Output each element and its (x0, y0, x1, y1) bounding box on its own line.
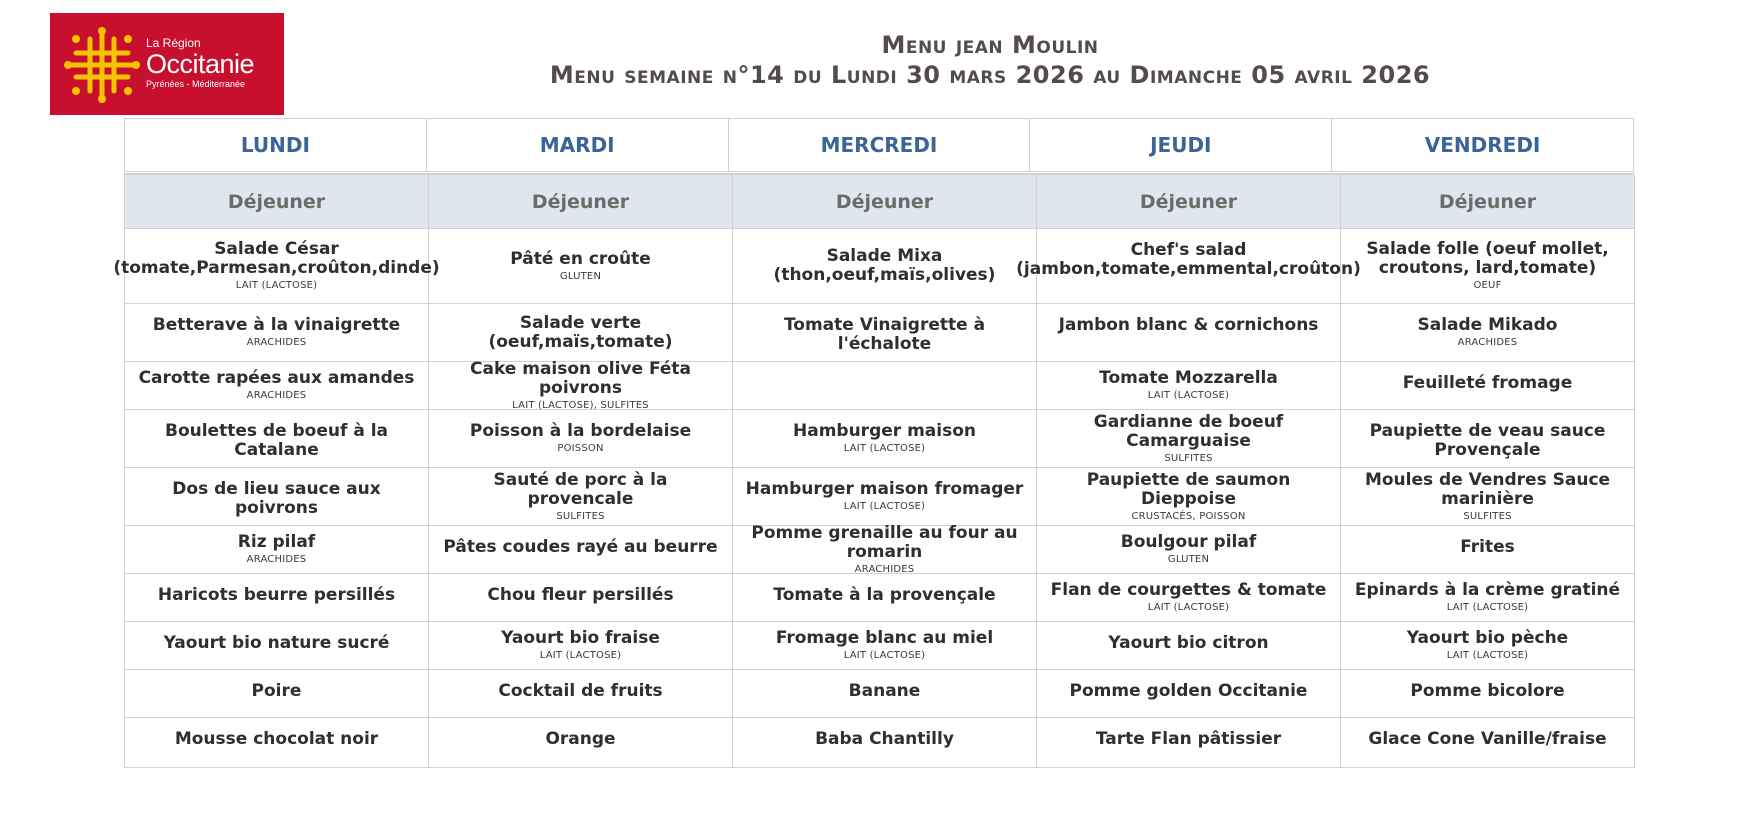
allergen-label: LAIT (LACTOSE) (1147, 602, 1230, 613)
dish-name: Riz pilaf (237, 532, 316, 552)
menu-cell (429, 622, 733, 670)
allergen-label: LAIT (LACTOSE) (843, 501, 926, 512)
allergen-label: LAIT (LACTOSE) (843, 650, 926, 661)
menu-cell (1341, 526, 1635, 574)
allergen-label: POISSON (557, 443, 604, 454)
menu-cell (1037, 410, 1341, 468)
dish-name: Flan de courgettes & tomate (1050, 580, 1327, 600)
menu-cell (1341, 622, 1635, 670)
dish-name: Salade César (tomate,Parmesan,croûton,dinde) (113, 239, 440, 278)
allergen-label: ARACHIDES (246, 390, 307, 401)
dish-name: Cocktail de fruits (498, 681, 663, 701)
dish-name: Cake maison olive Féta poivrons (470, 358, 691, 398)
dish-name: Sauté de porc à la provencale (493, 469, 668, 509)
menu-cell (1037, 622, 1341, 670)
dish-name: Haricots beurre persillés (157, 585, 396, 605)
dish-name: Tarte Flan pâtissier (1095, 729, 1282, 749)
menu-cell (733, 362, 1037, 410)
menu-cell (125, 410, 429, 468)
dish-name: Mousse chocolat noir (174, 729, 379, 749)
allergen-label: ARACHIDES (854, 563, 915, 575)
dish-name: Betterave à la vinaigrette (152, 315, 401, 335)
dish-name: Poisson à la bordelaise (469, 421, 692, 441)
menu-cell (125, 670, 429, 718)
dish-name: Orange (545, 729, 616, 749)
menu-cell (1341, 718, 1635, 768)
allergen-label: GLUTEN (559, 270, 602, 282)
dish-name: Boulettes de boeuf à la Catalane (164, 421, 389, 460)
menu-cell (1341, 362, 1635, 410)
dish-name: Yaourt bio pèche (1406, 628, 1569, 648)
allergen-label: GLUTEN (1167, 554, 1210, 565)
menu-cell (125, 622, 429, 670)
dish-name: Salade Mixa (thon,oeuf,maïs,olives) (773, 246, 996, 285)
dish-name: Chou fleur persillés (487, 585, 674, 605)
dish-name: Pomme golden Occitanie (1069, 681, 1308, 701)
menu-cell (429, 410, 733, 468)
day-header: MARDI (427, 119, 729, 171)
dish-name: Hamburger maison (793, 421, 976, 441)
dish-name: Salade verte (oeuf,maïs,tomate) (488, 312, 673, 352)
allergen-label: SULFITES (1164, 452, 1213, 464)
menu-cell (429, 670, 733, 718)
logo-line1: La Région (146, 36, 201, 50)
menu-cell (125, 362, 429, 410)
dish-name: Yaourt bio citron (1108, 633, 1269, 653)
day-header: MERCREDI (729, 119, 1031, 171)
dish-name: Fromage blanc au miel (775, 628, 994, 648)
dish-name: Paupiette de saumon Dieppoise (1086, 469, 1291, 509)
menu-cell (125, 718, 429, 768)
day-header: VENDREDI (1424, 133, 1541, 157)
menu-cell (1341, 670, 1635, 718)
menu-cell (429, 574, 733, 622)
menu-cell (125, 574, 429, 622)
dish-name: Frites (1460, 537, 1515, 557)
dish-name: Gardianne de boeuf Camarguaise (1093, 411, 1284, 451)
allergen-label: LAIT (LACTOSE), SULFITES (512, 399, 649, 411)
meal-header: Déjeuner (1341, 175, 1635, 229)
menu-cell (1037, 362, 1341, 410)
menu-cell (429, 229, 733, 304)
page-header (300, 30, 1680, 90)
menu-cell (1341, 574, 1635, 622)
allergen-label: LAIT (LACTOSE) (1446, 602, 1529, 613)
menu-cell (429, 468, 733, 526)
dish-name: Baba Chantilly (815, 729, 954, 749)
dish-name: Yaourt bio nature sucré (163, 633, 390, 653)
dish-name: Salade Mikado (1417, 315, 1558, 335)
meal-header: Déjeuner (429, 175, 733, 229)
dish-name: Salade folle (oeuf mollet, croutons, lard,tomate) (1366, 239, 1609, 278)
menu-cell (125, 468, 429, 526)
dish-name: Glace Cone Vanille/fraise (1368, 729, 1607, 749)
dish-name: Moules de Vendres Sauce marinière (1364, 469, 1611, 509)
allergen-label: ARACHIDES (1457, 337, 1518, 348)
menu-cell (733, 522, 1037, 575)
menu-cell (1341, 304, 1635, 362)
dish-name: Hamburger maison fromager (745, 479, 1024, 499)
menu-cell (1037, 526, 1341, 574)
dish-name: Paupiette de veau sauce Provençale (1369, 421, 1606, 460)
meal-header: Déjeuner (125, 175, 429, 229)
page-title: Menu jean Moulin (881, 31, 1099, 59)
menu-cell (1341, 410, 1635, 468)
day-header: JEUDI (1030, 119, 1332, 171)
allergen-label: LAIT (LACTOSE) (539, 650, 622, 661)
dish-name: Poire (251, 681, 302, 701)
menu-cell (733, 574, 1037, 622)
menu-cell (733, 304, 1037, 362)
dish-name: Yaourt bio fraise (501, 628, 660, 648)
menu-cell (1037, 304, 1341, 362)
dish-name: Dos de lieu sauce aux poivrons (172, 479, 381, 518)
menu-cell (1037, 574, 1341, 622)
region-logo (50, 13, 284, 115)
menu-cell (733, 229, 1037, 304)
dish-name: Pâté en croûte (510, 248, 651, 269)
menu-cell (1037, 468, 1341, 526)
meal-header: Déjeuner (1037, 175, 1341, 229)
menu-cell (429, 358, 733, 411)
allergen-label: LAIT (LACTOSE) (1446, 650, 1529, 661)
logo-line2: Occitanie (146, 49, 255, 79)
allergen-label: OEUF (1473, 280, 1502, 291)
menu-table (113, 173, 1634, 768)
dish-name: Chef's salad (jambon,tomate,emmental,croûton) (1016, 240, 1361, 279)
dish-name: Epinards à la crème gratiné (1354, 580, 1621, 600)
menu-cell (1341, 229, 1635, 304)
menu-cell (429, 526, 733, 574)
menu-cell (429, 718, 733, 768)
dish-name: Tomate Vinaigrette à l'échalote (783, 315, 986, 354)
allergen-label: LAIT (LACTOSE) (1147, 390, 1230, 401)
dish-name: Tomate Mozzarella (1099, 368, 1278, 388)
allergen-label: SULFITES (1463, 510, 1512, 522)
day-header-row (124, 118, 1634, 172)
day-header: LUNDI (125, 119, 427, 171)
allergen-label: LAIT (LACTOSE) (843, 443, 926, 454)
dish-name: Feuilleté fromage (1402, 373, 1573, 393)
dish-name: Pomme grenaille au four au romarin (751, 522, 1018, 562)
dish-name: Jambon blanc & cornichons (1058, 315, 1319, 335)
menu-cell (733, 468, 1037, 526)
menu-cell (733, 718, 1037, 768)
page-subtitle: Menu semaine n°14 du Lundi 30 mars 2026 au Dimanche 05 avril 2026 (549, 61, 1431, 89)
logo-line3: Pyrénées - Méditerranée (146, 79, 246, 89)
menu-cell (733, 410, 1037, 468)
dish-name: Pâtes coudes rayé au beurre (443, 537, 718, 557)
dish-name: Banane (848, 681, 921, 701)
menu-cell (125, 526, 429, 574)
allergen-label: ARACHIDES (246, 554, 307, 565)
menu-cell (125, 304, 429, 362)
allergen-label: SULFITES (556, 510, 605, 522)
menu-cell (1341, 468, 1635, 526)
dish-name: Pomme bicolore (1410, 681, 1565, 701)
allergen-label: ARACHIDES (246, 337, 307, 348)
menu-cell (1037, 718, 1341, 768)
dish-name: Tomate à la provençale (773, 585, 996, 605)
occitanie-cross-icon (62, 25, 142, 105)
menu-cell (733, 670, 1037, 718)
dish-name: Boulgour pilaf (1120, 532, 1257, 552)
menu-cell (1037, 670, 1341, 718)
menu-cell (113, 229, 440, 304)
menu-cell (429, 304, 733, 362)
meal-header: Déjeuner (733, 175, 1037, 229)
menu-cell (733, 622, 1037, 670)
allergen-label: LAIT (LACTOSE) (235, 280, 318, 291)
allergen-label: CRUSTACÉS, POISSON (1131, 510, 1246, 522)
dish-name: Carotte rapées aux amandes (138, 368, 415, 388)
menu-cell (1016, 229, 1361, 304)
